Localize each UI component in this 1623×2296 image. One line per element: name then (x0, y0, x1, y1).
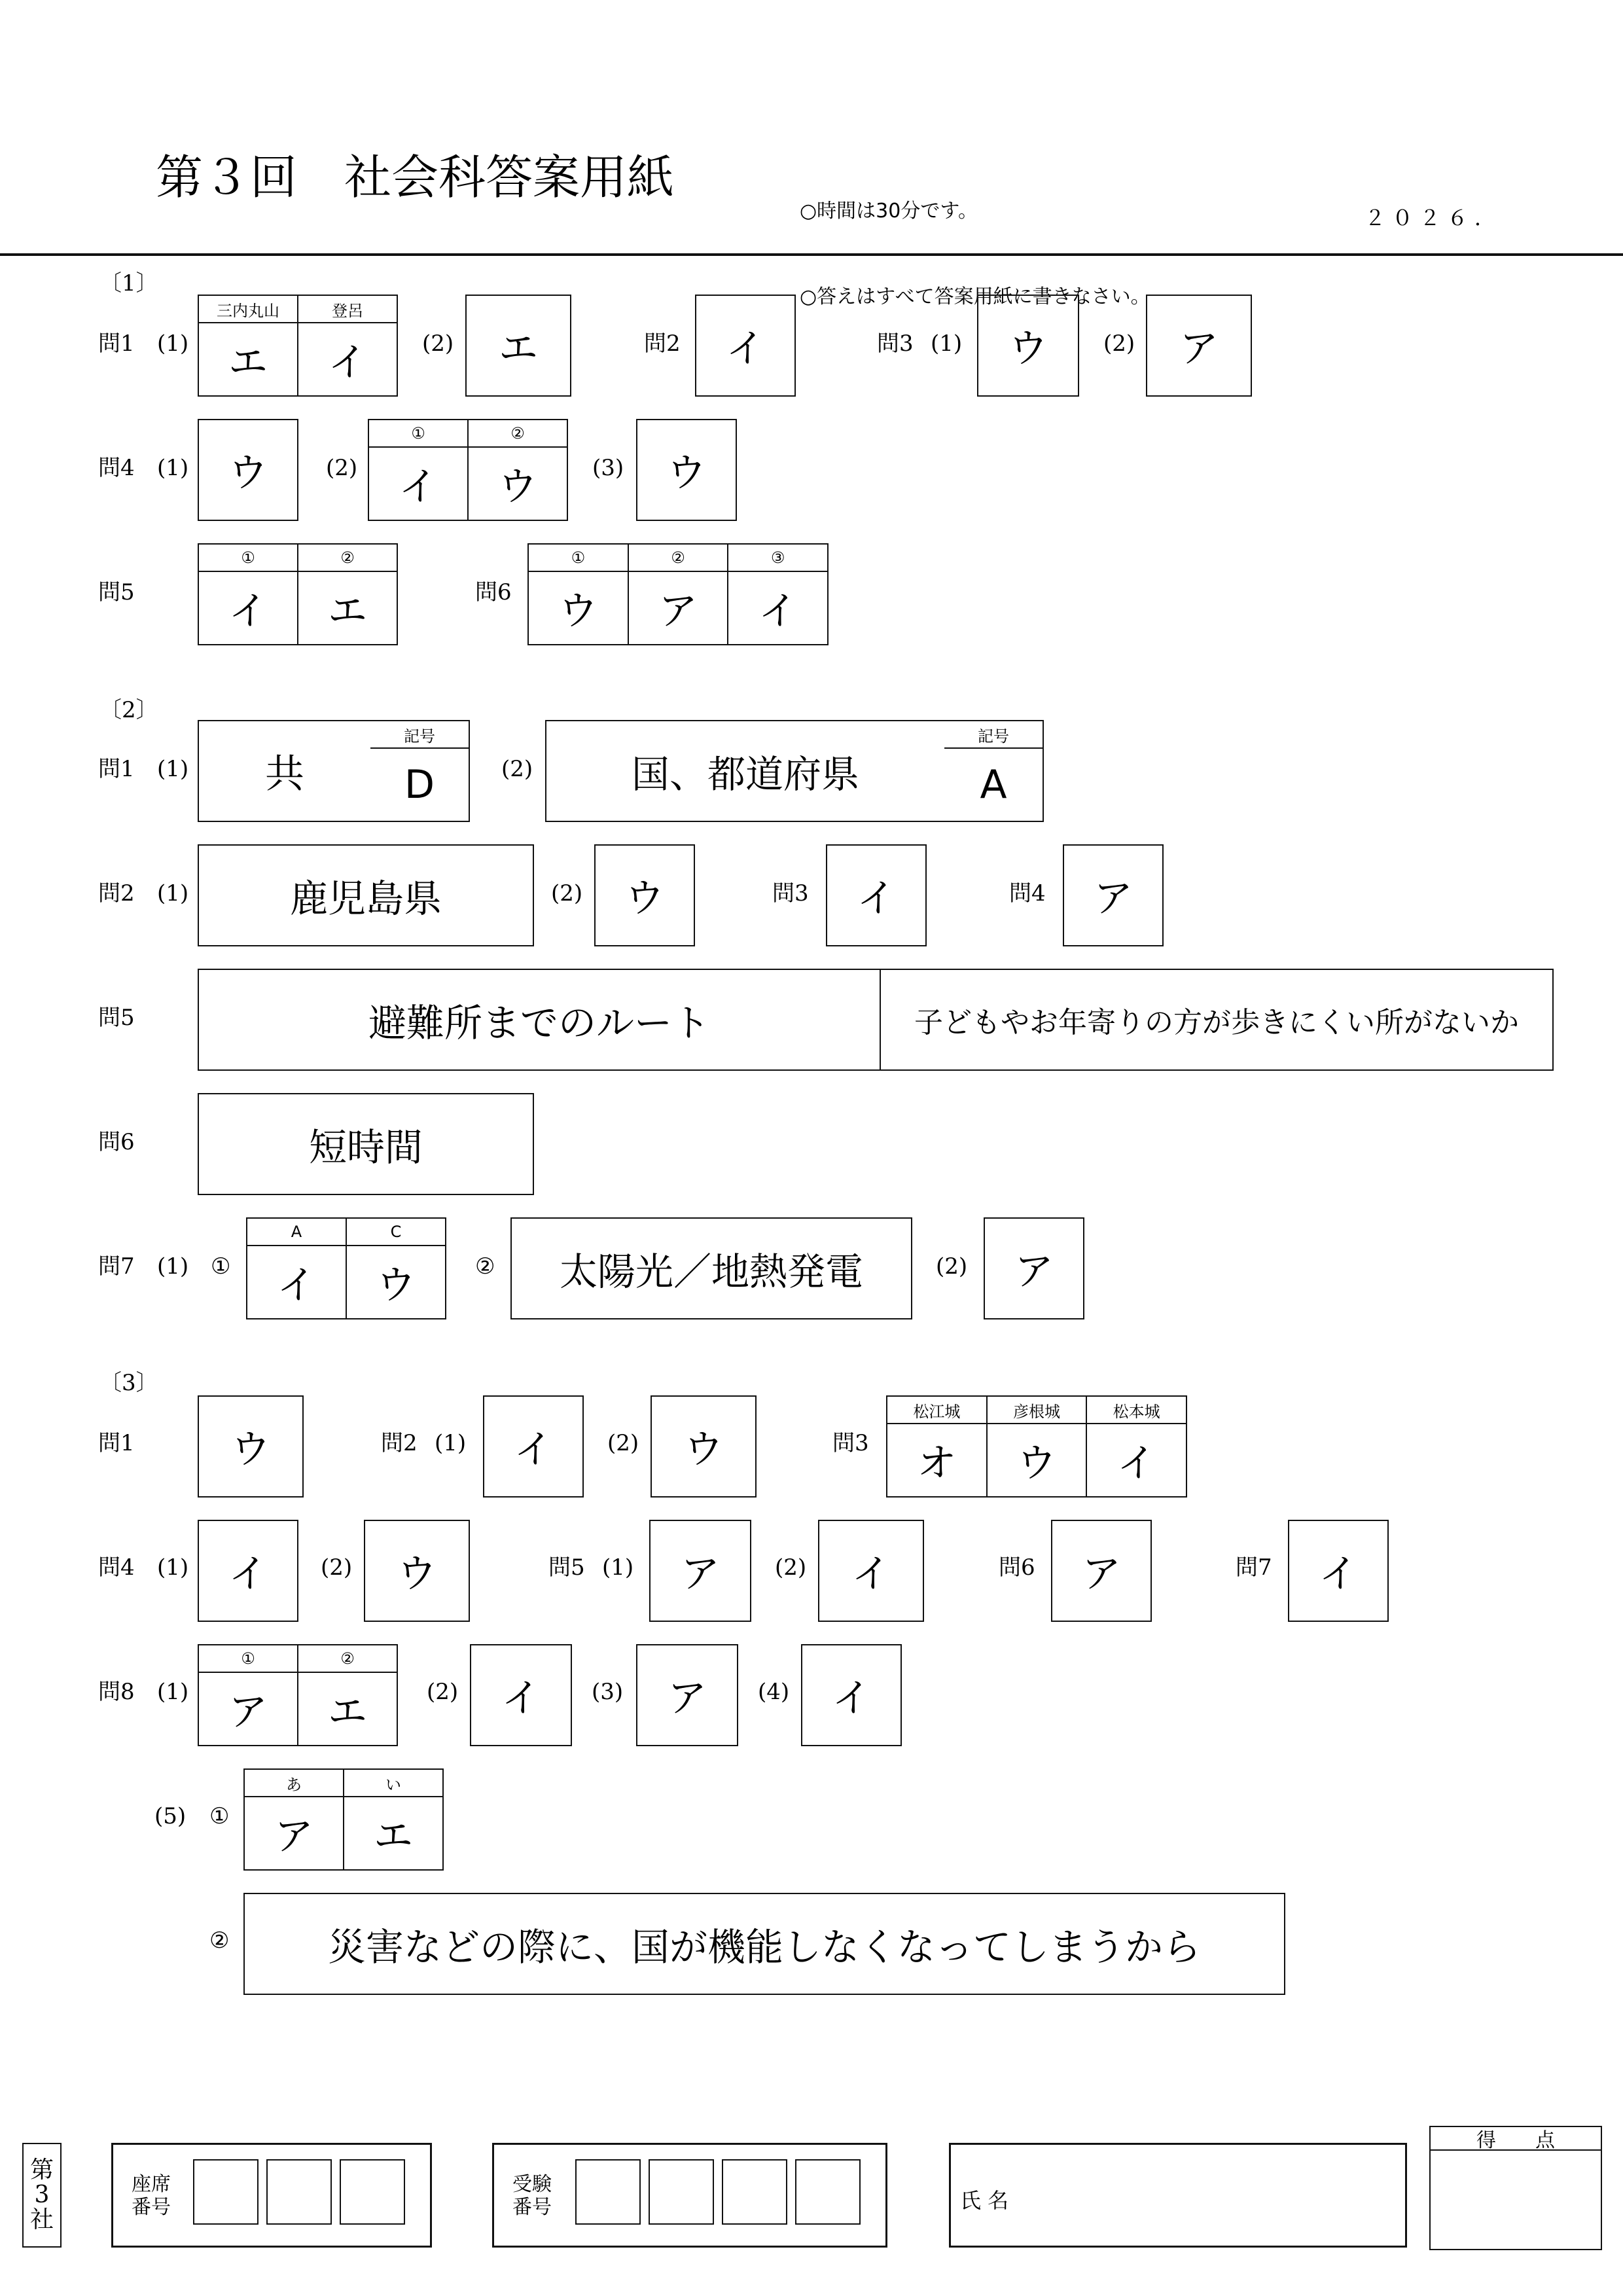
cell-header: 三内丸山 (199, 296, 297, 323)
s3-q7-answer-box[interactable]: イ (1288, 1520, 1389, 1622)
s1-q2-label: 問2 (644, 331, 681, 357)
s1-q2-answer-box[interactable]: イ (695, 295, 796, 397)
s3-q8-sub4: (4) (758, 1679, 790, 1705)
s3-q4-label: 問4 (98, 1554, 135, 1581)
exam-digit-box[interactable] (795, 2159, 861, 2225)
s1-q4-sub3: (3) (592, 455, 624, 481)
s3-q1-label: 問1 (98, 1430, 135, 1456)
s2-q2-label: 問2 (98, 880, 135, 906)
answer-text: イ (399, 464, 438, 510)
section-1-label: 〔1〕 (99, 270, 158, 296)
sheet-tag (22, 2143, 62, 2248)
cell (628, 545, 728, 644)
answer-text: ウ (558, 588, 598, 634)
answer-text: イ (277, 1263, 316, 1308)
s3-q2-label: 問2 (381, 1430, 418, 1456)
sheet-tag-char: 第 (29, 2157, 54, 2184)
answer-text: イ (328, 340, 367, 386)
s2-q2-sub1: (1) (157, 880, 189, 906)
answer-text: 国、都道府県 (631, 752, 859, 797)
cell-header: 彦根城 (988, 1397, 1086, 1424)
label-line: 番号 (512, 2195, 552, 2219)
cell (944, 721, 1043, 821)
cell (297, 296, 397, 395)
label-line: 番号 (132, 2195, 171, 2219)
cell-header: C (347, 1219, 445, 1246)
s1-q4-3-answer-box[interactable]: ウ (636, 419, 737, 521)
s2-q4-answer-box[interactable]: ア (1063, 844, 1164, 946)
s3-q2-1-answer-box[interactable]: イ (483, 1395, 584, 1498)
cell-header: ① (199, 545, 297, 572)
s1-q1-label: 問1 (98, 331, 135, 357)
s3-q8-label: 問8 (98, 1679, 135, 1705)
s3-q2-sub2: (2) (607, 1430, 639, 1456)
cell-header: い (344, 1770, 442, 1797)
s1-q1-2-answer-box[interactable]: エ (465, 295, 571, 397)
answer-text: A (980, 762, 1007, 808)
exam-digit-box[interactable] (649, 2159, 714, 2225)
s3-q3-answer-box[interactable] (886, 1395, 1187, 1498)
s3-q8-1-answer-box[interactable] (198, 1644, 398, 1746)
s2-q7-2-answer-box[interactable]: ア (984, 1217, 1084, 1319)
s1-q3-label: 問3 (877, 331, 914, 357)
cell-header: ① (369, 420, 467, 448)
cell (369, 420, 467, 520)
cell-header: ② (298, 545, 397, 572)
label-line: 受験 (512, 2173, 552, 2196)
answer-text: ウ (376, 1263, 416, 1308)
s2-q6-answer-box[interactable]: 短時間 (198, 1093, 534, 1195)
cell (370, 721, 469, 821)
answer-text: 避難所までのルート (368, 1001, 710, 1045)
s2-q1-1-answer-box[interactable] (198, 720, 470, 822)
seat-number-label (132, 2174, 171, 2219)
seat-digit-box[interactable] (340, 2159, 405, 2225)
cell-header: 記号 (944, 721, 1043, 749)
score-label: 得 点 (1431, 2127, 1601, 2151)
s2-q4-label: 問4 (1009, 880, 1046, 906)
cell (199, 1645, 297, 1745)
s3-q7-label: 問7 (1236, 1554, 1272, 1581)
page-title: 第３回 社会科答案用紙 (156, 150, 675, 205)
s2-q3-label: 問3 (772, 880, 809, 906)
s3-q2-2-answer-box[interactable]: ウ (651, 1395, 757, 1498)
cell (247, 1219, 346, 1318)
s3-q3-label: 問3 (832, 1430, 869, 1456)
s2-q7-1-2-answer-box[interactable]: 太陽光／地熱発電 (510, 1217, 912, 1319)
sheet-tag-char: 3 (34, 2181, 50, 2209)
s3-q2-sub1: (1) (435, 1430, 467, 1456)
instruction-time: ○時間は30分です。 (800, 200, 978, 223)
s3-q5-2-answer-box[interactable]: イ (818, 1520, 924, 1622)
cell-header: 登呂 (298, 296, 397, 323)
s3-q5-label: 問5 (548, 1554, 585, 1581)
s3-q4-sub2: (2) (321, 1554, 353, 1581)
cell-header: あ (245, 1770, 343, 1797)
cell-header: 松本城 (1087, 1397, 1186, 1424)
answer-text: ウ (1017, 1441, 1056, 1486)
s2-q1-sub2: (2) (501, 756, 533, 782)
cell-header: ② (469, 420, 567, 448)
s1-q5-label: 問5 (98, 579, 135, 605)
name-field[interactable] (949, 2143, 1407, 2248)
s3-q8-sub3: (3) (592, 1679, 624, 1705)
score-box[interactable] (1429, 2126, 1602, 2250)
answer-text: エ (374, 1814, 413, 1859)
s2-q5-answer-box[interactable] (198, 969, 1554, 1071)
s1-q3-sub2: (2) (1103, 331, 1135, 357)
s2-q6-label: 問6 (98, 1129, 135, 1155)
exam-digit-box[interactable] (722, 2159, 787, 2225)
cell (199, 296, 297, 395)
cell (529, 545, 628, 644)
answer-text: イ (228, 588, 268, 634)
s3-q8-sub1: (1) (157, 1679, 189, 1705)
s3-q5-1-answer-box[interactable]: ア (649, 1520, 751, 1622)
s1-q4-label: 問4 (98, 455, 135, 481)
s1-q3-sub1: (1) (931, 331, 963, 357)
seat-digit-box[interactable] (193, 2159, 259, 2225)
s3-q5-sub2: (2) (775, 1554, 807, 1581)
s1-q6-answer-box[interactable] (527, 543, 829, 645)
cell (297, 545, 397, 644)
s3-q8-5-circle2: ② (209, 1928, 230, 1954)
s2-q7-sub1: (1) (157, 1253, 189, 1280)
answer-text: ウ (498, 464, 537, 510)
s2-q2-sub2: (2) (551, 880, 583, 906)
cell-header: ① (199, 1645, 297, 1673)
answer-text: エ (328, 588, 367, 634)
cell (199, 545, 297, 644)
s2-q1-sub1: (1) (157, 756, 189, 782)
header-divider (0, 253, 1623, 256)
cell (245, 1770, 343, 1869)
s2-q7-label: 問7 (98, 1253, 135, 1280)
s3-q4-2-answer-box[interactable]: ウ (364, 1520, 470, 1622)
instructions (800, 140, 1150, 340)
section-2-label: 〔2〕 (99, 697, 158, 723)
instruction-answers: ○答えはすべて答案用紙に書きなさい。 (800, 285, 1150, 308)
s3-q5-sub1: (1) (602, 1554, 634, 1581)
s3-q6-answer-box[interactable]: ア (1051, 1520, 1152, 1622)
cell-header: 松江城 (887, 1397, 986, 1424)
answer-text: D (404, 762, 435, 808)
s1-q4-sub1: (1) (157, 455, 189, 481)
cell (986, 1397, 1086, 1496)
answer-text: 共 (265, 751, 304, 797)
s2-q7-circle2: ② (475, 1253, 495, 1280)
s1-q4-sub2: (2) (326, 455, 358, 481)
s3-q8-2-answer-box[interactable]: イ (470, 1644, 572, 1746)
cell-header: A (247, 1219, 346, 1246)
cell (727, 545, 827, 644)
cell (1086, 1397, 1186, 1496)
answer-text: ア (228, 1689, 268, 1735)
s2-q1-2-answer-box[interactable] (545, 720, 1044, 822)
s3-q4-1-answer-box[interactable]: イ (198, 1520, 298, 1622)
cell-header: 記号 (370, 721, 469, 749)
s3-q8-sub5: (5) (154, 1803, 187, 1829)
seat-digit-box[interactable] (266, 2159, 332, 2225)
cell-header: ① (529, 545, 628, 572)
s1-q1-sub2: (2) (422, 331, 454, 357)
name-label: 氏 名 (960, 2188, 1009, 2213)
cell (467, 420, 567, 520)
answer-text: イ (1116, 1441, 1156, 1486)
s1-q4-1-answer-box[interactable]: ウ (198, 419, 298, 521)
s3-q8-3-answer-box[interactable]: ア (636, 1644, 738, 1746)
s3-q8-5-2-answer-box[interactable]: 災害などの際に、国が機能しなくなってしまうから (243, 1893, 1285, 1995)
s2-q7-circle1: ① (211, 1253, 231, 1280)
cell (346, 1219, 445, 1318)
year-label: ２０２６． (1364, 206, 1503, 230)
s1-q3-2-answer-box[interactable]: ア (1146, 295, 1252, 397)
s3-q1-answer-box[interactable]: ウ (198, 1395, 304, 1498)
s2-q2-2-answer-box[interactable]: ウ (594, 844, 695, 946)
s3-q6-label: 問6 (999, 1554, 1035, 1581)
answer-text: 子どもやお年寄りの方が歩きにくい所がないか (880, 970, 1552, 1069)
s2-q7-1-1-answer-box[interactable] (246, 1217, 446, 1319)
s2-q1-label: 問1 (98, 756, 135, 782)
label-line: 座席 (132, 2173, 171, 2196)
answer-text: オ (917, 1441, 957, 1486)
exam-digit-box[interactable] (575, 2159, 641, 2225)
answer-text: エ (228, 340, 268, 386)
s1-q4-2-answer-box[interactable] (368, 419, 568, 521)
answer-text: エ (328, 1689, 367, 1735)
s2-q5-label: 問5 (98, 1005, 135, 1031)
exam-number-label (512, 2174, 552, 2219)
s1-q1-sub1: (1) (157, 331, 189, 357)
sheet-tag-char: 社 (29, 2206, 54, 2233)
cell-header: ③ (728, 545, 827, 572)
cell (887, 1397, 986, 1496)
cell (297, 1645, 397, 1745)
s3-q8-5-circle1: ① (209, 1803, 230, 1829)
s3-q4-sub1: (1) (157, 1554, 189, 1581)
cell-header: ② (629, 545, 728, 572)
answer-text: ア (658, 588, 698, 634)
cell-header: ② (298, 1645, 397, 1673)
exam-number-box (492, 2143, 887, 2248)
s1-q3-1-answer-box[interactable]: ウ (977, 295, 1079, 397)
section-3-label: 〔3〕 (99, 1370, 158, 1396)
answer-text: イ (758, 588, 798, 634)
s3-q8-4-answer-box[interactable]: イ (801, 1644, 902, 1746)
s2-q7-sub2: (2) (936, 1253, 968, 1280)
s3-q8-5-1-answer-box[interactable] (243, 1768, 444, 1871)
answer-text: ア (274, 1814, 313, 1859)
s1-q1-1-answer-box[interactable] (198, 295, 398, 397)
seat-number-box (111, 2143, 432, 2248)
s1-q5-answer-box[interactable] (198, 543, 398, 645)
s3-q8-sub2: (2) (427, 1679, 459, 1705)
cell (343, 1770, 442, 1869)
s2-q3-answer-box[interactable]: イ (826, 844, 927, 946)
s2-q2-1-answer-box[interactable]: 鹿児島県 (198, 844, 534, 946)
s1-q6-label: 問6 (475, 579, 512, 605)
